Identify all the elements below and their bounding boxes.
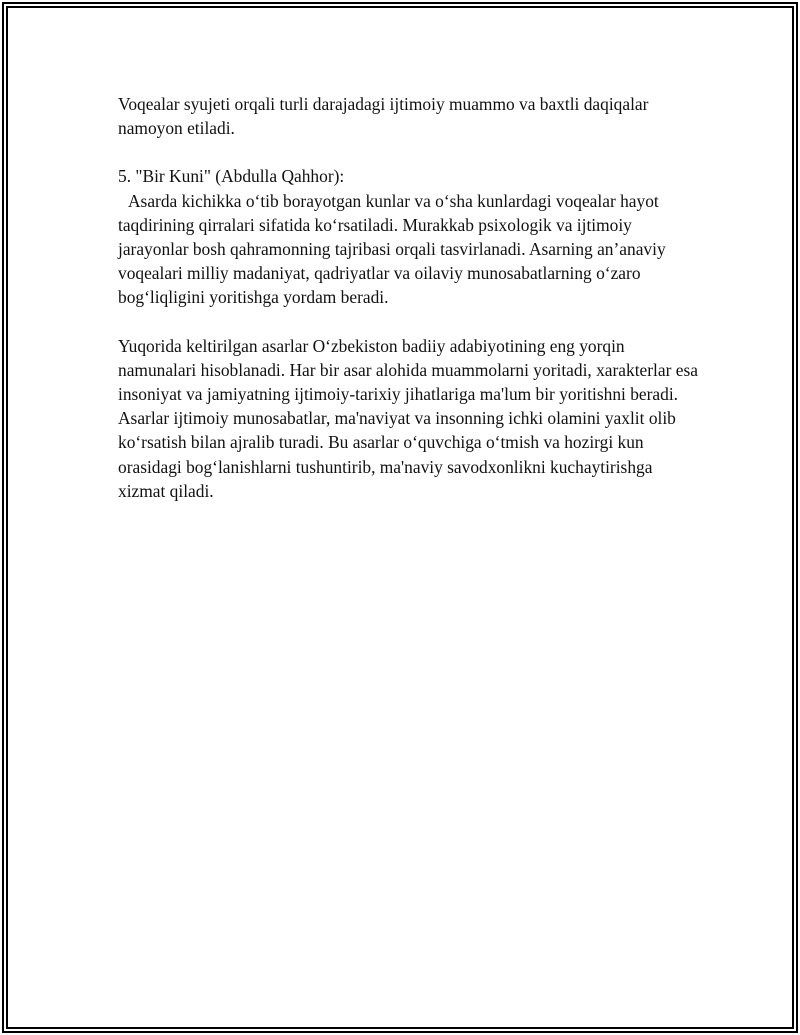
conclusion-paragraph: Yuqorida keltirilgan asarlar O‘zbekiston badiiy adabiyotining eng yorqin namunalari hisoblanadi. Har bir asar alohida muammolarni yoritadi, xarakterlar esa insoniyat va jamiyatning ijtimoiy-tarixiy jihatlariga ma'lum bir yoritishni beradi. Asarlar ijtimoiy munosabatlar, ma'naviyat va insonning ichki olamini yaxlit olib ko‘rsatish bilan ajralib turadi. Bu asarlar o‘quvchiga o‘tmish va hozirgi kun orasidagi bog‘lanishlarni tushuntirib, ma'naviy savodxonlikni kuchaytirishga xizmat qiladi. [118,335,698,501]
item-5-paragraph: Asarda kichikka o‘tib borayotgan kunlar va o‘sha kunlardagi voqealar hayot taqdirining qirralari sifatida ko‘rsatiladi. Murakkab psixologik va ijtimoiy jarayonlar bosh qahramonning tajribasi orqali tasvirlanadi. Asarning an’anaviy voqealari milliy madaniyat, qadriyatlar va oilaviy munosabatlarning o‘zaro bog‘liqligini yoritishga yordam beradi. [118,190,666,308]
item-5-heading: 5. "Bir Kuni" (Abdulla Qahhor): [118,166,345,187]
intro-paragraph: Voqealar syujeti orqali turli darajadagi ijtimoiy muammo va baxtli daqiqalar namoyon etiladi. [118,94,649,139]
paragraph-spacer [118,140,698,164]
document-body [118,92,698,503]
paragraph-spacer [118,310,698,334]
